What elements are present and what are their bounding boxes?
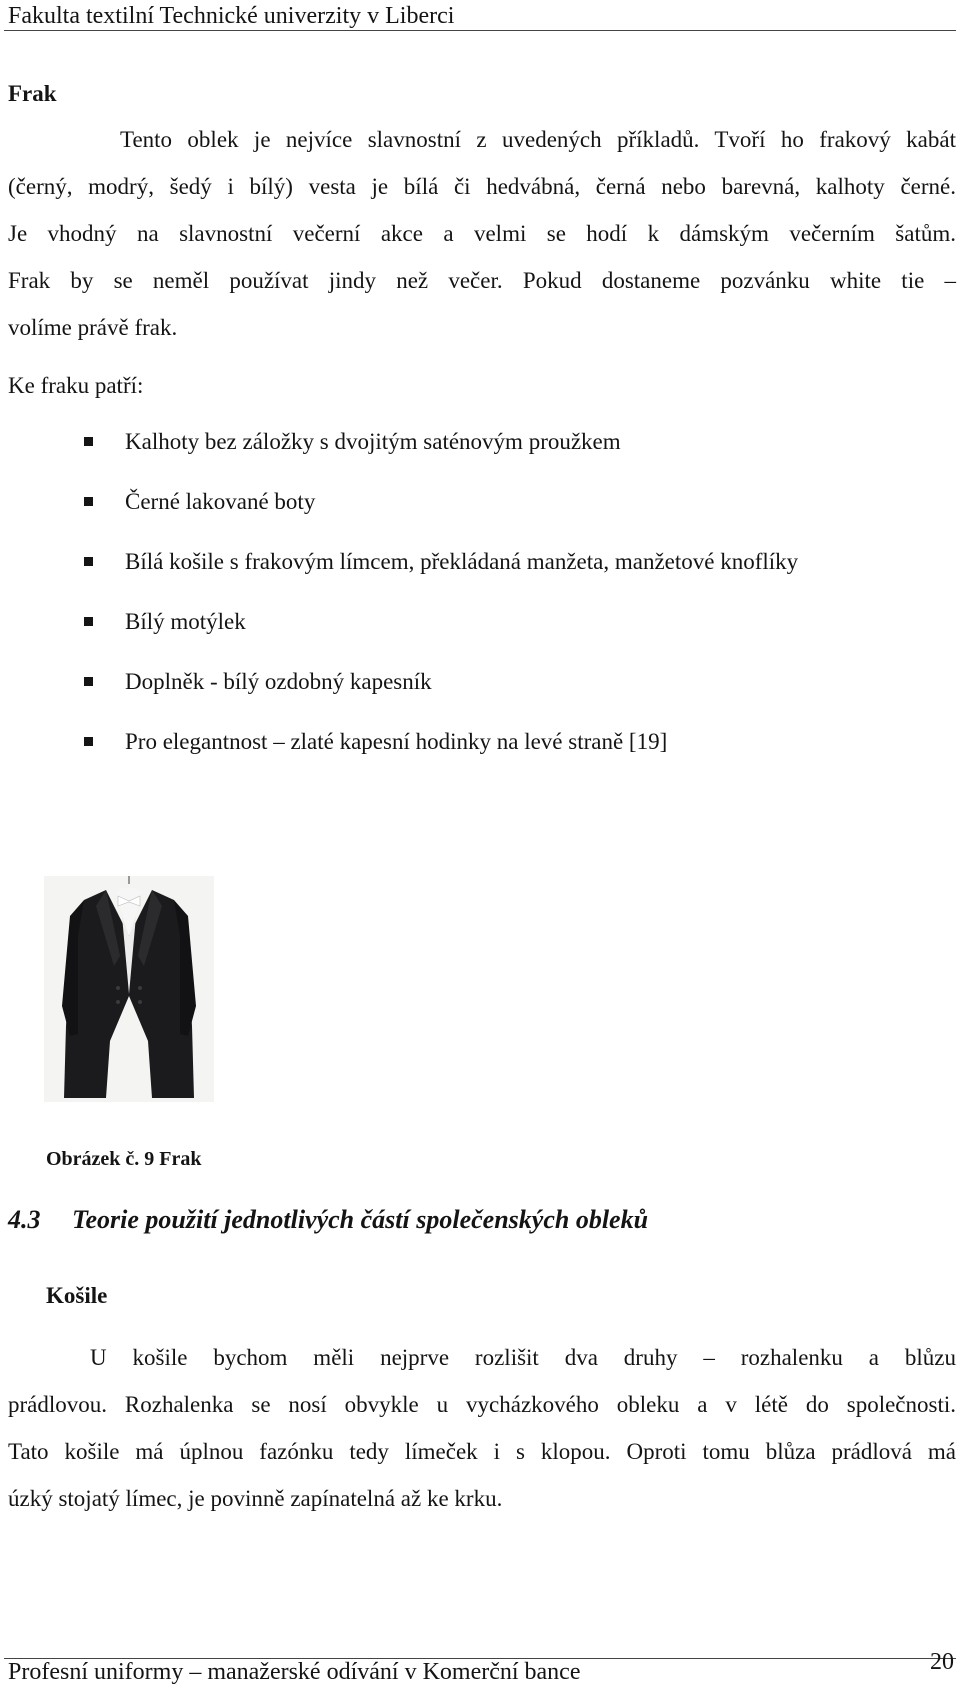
paragraph-line: U košile bychom měli nejprve rozlišit dva druhy – rozhalenku a blůzu [90,1345,956,1370]
square-bullet-icon [84,677,93,686]
paragraph-line: úzký stojatý límec, je povinně zapínatelná až ke krku. [8,1486,503,1511]
tailcoat-illustration [44,876,214,1102]
list-item-text: Pro elegantnost – zlaté kapesní hodinky na levé straně [19] [125,729,668,754]
list-item [84,728,798,788]
subsection-heading-kosile: Košile [46,1283,108,1308]
header-rule [4,30,956,31]
frak-paragraph [8,116,956,351]
square-bullet-icon [84,497,93,506]
square-bullet-icon [84,737,93,746]
square-bullet-icon [84,617,93,626]
square-bullet-icon [84,437,93,446]
paragraph-line: prádlovou. Rozhalenka se nosí obvykle u vycházkového obleku a v létě do společnosti. [8,1392,956,1417]
kosile-paragraph [8,1334,956,1522]
paragraph-line: volíme právě frak. [8,315,178,340]
section-heading-frak: Frak [8,81,57,106]
list-item-text: Černé lakované boty [125,489,316,514]
paragraph-line: Je vhodný na slavnostní večerní akce a velmi se hodí k dámským večerním šatům. [8,221,956,246]
accessory-list [84,428,798,788]
running-footer: Profesní uniformy – manažerské odívání v Komerční bance [8,1659,581,1685]
paragraph-line: Tato košile má úplnou fazónku tedy límeček i s klopou. Oproti tomu blůza prádlová má [8,1439,956,1464]
square-bullet-icon [84,557,93,566]
list-item [84,488,798,548]
list-label: Ke fraku patří: [8,373,144,398]
chapter-heading [8,1204,648,1236]
list-item-text: Doplněk - bílý ozdobný kapesník [125,669,432,694]
list-item [84,548,798,608]
paragraph-line: Tento oblek je nejvíce slavnostní z uvedených příkladů. Tvoří ho frakový kabát [120,127,956,152]
tailcoat-photo [44,876,214,1102]
list-item [84,608,798,668]
paragraph-line: (černý, modrý, šedý i bílý) vesta je bílá či hedvábná, černá nebo barevná, kalhoty černé. [8,174,956,199]
list-item-text: Bílá košile s frakovým límcem, překládaná manžeta, manžetové knoflíky [125,549,799,574]
running-header: Fakulta textilní Technické univerzity v Liberci [8,3,455,29]
chapter-title: Teorie použití jednotlivých částí společenských obleků [72,1205,649,1234]
paragraph-line: Frak by se neměl používat jindy než večer. Pokud dostaneme pozvánku white tie – [8,268,956,293]
list-item-text: Kalhoty bez záložky s dvojitým saténovým proužkem [125,429,621,454]
figure-caption: Obrázek č. 9 Frak [46,1148,202,1170]
list-item [84,668,798,728]
chapter-number: 4.3 [8,1205,41,1234]
list-item [84,428,798,488]
list-item-text: Bílý motýlek [125,609,246,634]
page-number: 20 [930,1649,954,1675]
